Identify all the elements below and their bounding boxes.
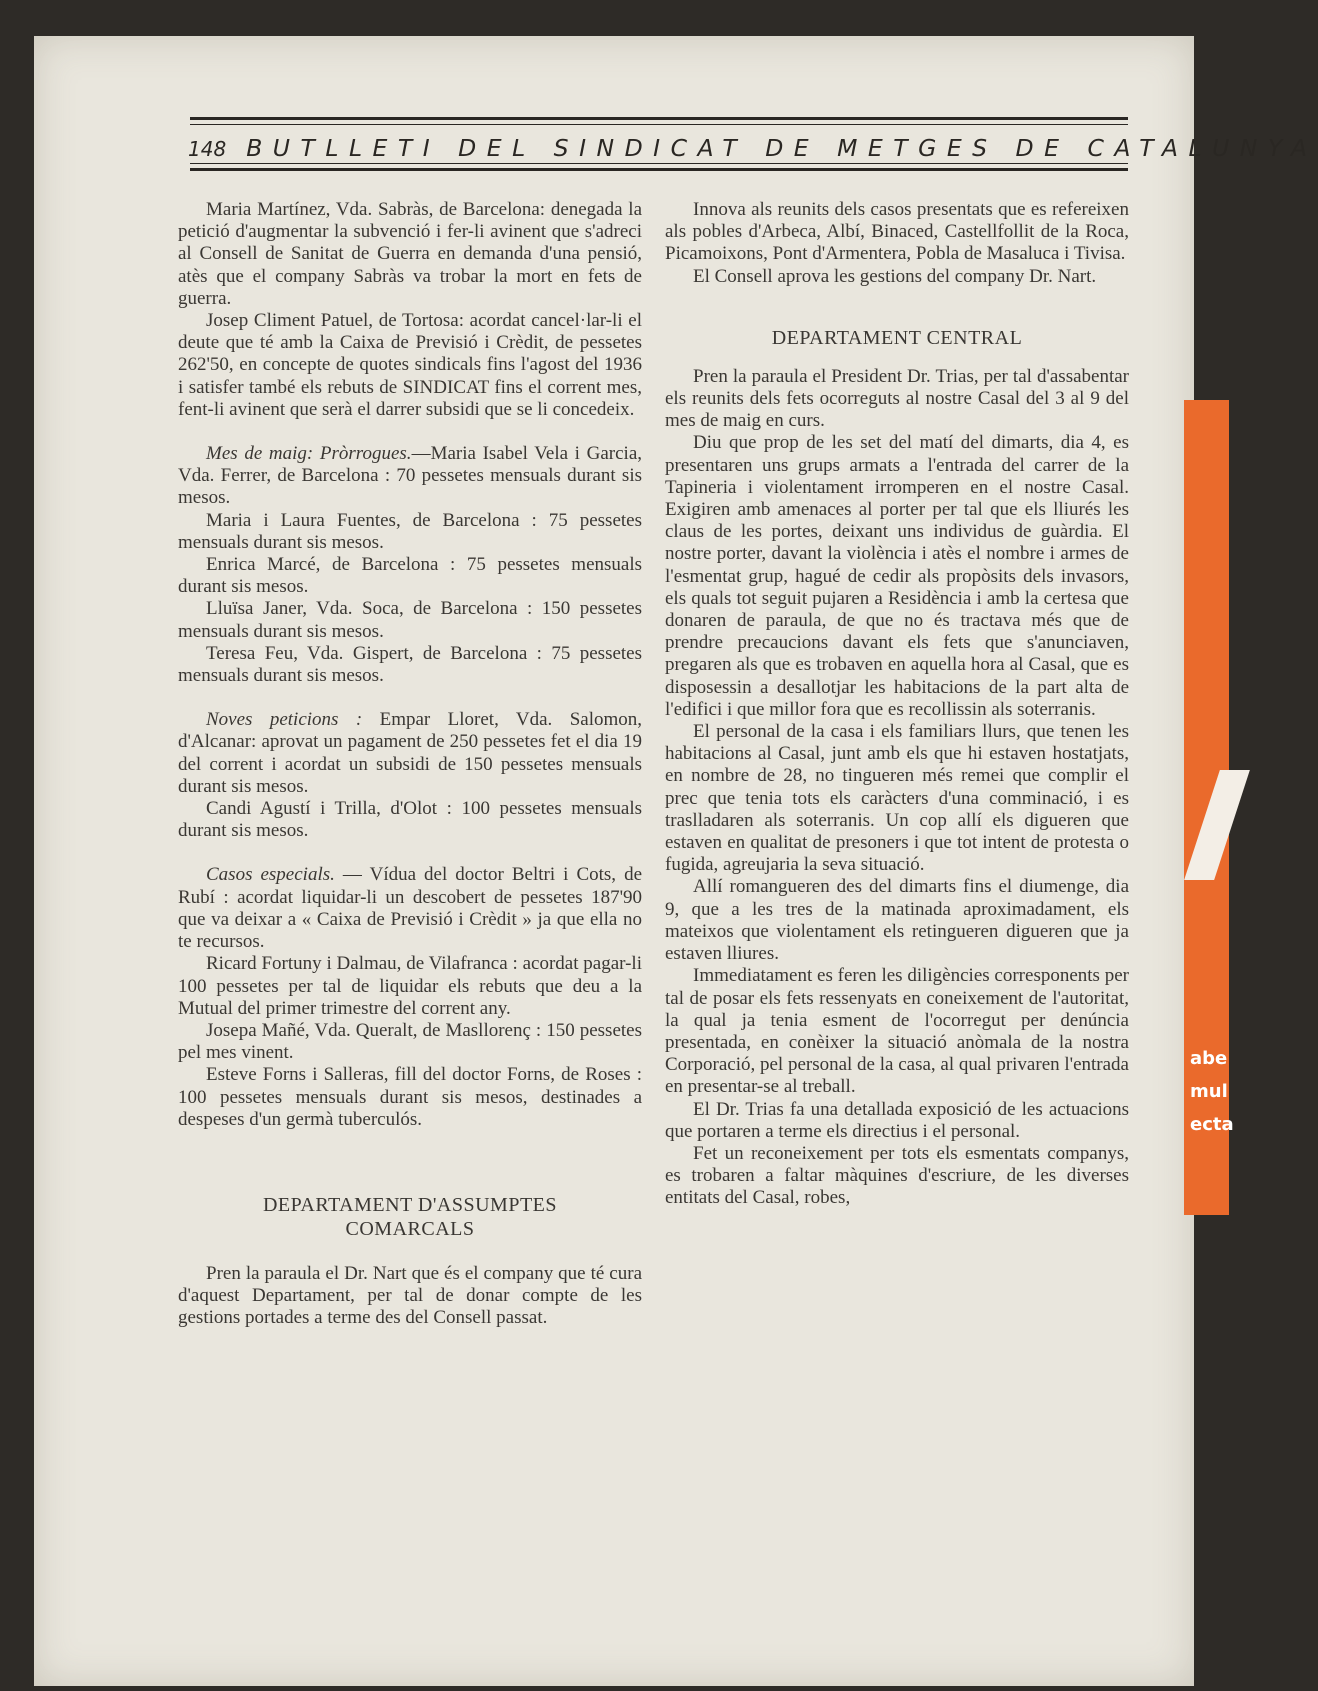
header-rule-bottom-thin — [190, 163, 1128, 164]
paragraph: Immediatament es feren les diligències corresponents per tal de posar els fets ressenyats en coneixement de l'autoritat, la qual ja tenia esment de l'ocorregut per denúncia presentada, en conèixer la situació anòmala de la nostra Corporació, pel personal de la casa, al qual privaren l'entrada en presentar-se al treball. — [665, 965, 1129, 1098]
paragraph: Teresa Feu, Vda. Gispert, de Barcelona : 75 pessetes mensuals durant sis mesos. — [178, 642, 642, 687]
paragraph: Noves peticions : Empar Lloret, Vda. Salomon, d'Alcanar: aprovat un pagament de 250 pessetes fet el dia 19 del corrent i acordat un subsidi de 150 pessetes mensuals durant sis mesos. — [178, 709, 643, 797]
section-heading: DEPARTAMENT CENTRAL — [771, 326, 1023, 349]
paragraph: Josepa Mañé, Vda. Queralt, de Masllorenç : 150 pessetes pel mes vinent. — [178, 1019, 642, 1064]
paragraph: El Dr. Trias fa una detallada exposició de les actuacions que portaren a terme els directius i el personal. — [665, 1098, 1129, 1142]
paragraph: Enrica Marcé, de Barcelona : 75 pessetes mensuals durant sis mesos. — [178, 554, 642, 598]
page-number: 148 — [188, 137, 227, 161]
section-lead: Noves peticions : — [206, 709, 363, 731]
right-column — [665, 199, 1129, 1210]
paragraph: Maria i Laura Fuentes, de Barcelona : 75 pessetes mensuals durant sis mesos. — [178, 509, 642, 553]
paragraph: Allí romangueren des del dimarts fins el diumenge, dia 9, que a les tres de la matinada aproximadament, els mateixos que violentament els retingueren digueren que ja estaven lliures. — [665, 876, 1129, 965]
adjacent-page-graphic — [1184, 770, 1250, 880]
paragraph: El personal de la casa i els familiars llurs, que tenen les habitacions al Casal, junt amb els que hi estaven hostatjats, en nombre de 28, no tingueren més remei que complir el prec que tenia tots els caràcters d'una comminació, i es traslladaren als soterranis. Un cop allí els digueren que estaven en qualitat de presoners i que tot intent de protesta o fugida, agreujaria la seva situació. — [665, 721, 1129, 876]
margin-fragment: ecta — [1190, 1114, 1234, 1135]
paragraph: Casos especials. — Vídua del doctor Beltri i Cots, de Rubí : acordat liquidar-li un descobert de pessetes 187'90 que va deixar a « Caixa de Previsió i Crèdit » ja que ella no te recursos. — [178, 864, 643, 953]
paragraph: Lluïsa Janer, Vda. Soca, de Barcelona : 150 pessetes mensuals durant sis mesos. — [178, 598, 642, 642]
section-lead: Mes de maig: Pròrrogues. — [206, 443, 412, 465]
paragraph: Diu que prop de les set del matí del dimarts, dia 4, es presentaren uns grups armats a l'entrada del carrer de la Tapineria i violentament irromperen en el nostre Casal. Exigiren amb amenaces al porter per tal que els lliurés les claus de les portes, deixant uns individus de guàrdia. El nostre porter, davant la violència i atès el nombre i armes de l'esmentat grup, hagué de cedir als propòsits dels invasors, els quals tot seguit pujaren a Residència i amb la certesa que donaren de paraula, de que no és tractava més que de prendre precaucions davant els fets que s'anunciaven, pregaren als que es trobaven en aquella hora al Casal, que es disposessin a desallotjar les habitacions de la part alta de l'edifici i que millor fora que es recollissin als soterranis. — [665, 432, 1129, 720]
margin-fragment: mul — [1190, 1081, 1228, 1102]
margin-fragment: abe — [1190, 1048, 1228, 1069]
running-header — [188, 134, 1318, 162]
paragraph: Mes de maig: Pròrrogues.—Maria Isabel Vela i Garcia, Vda. Ferrer, de Barcelona : 70 pessetes mensuals durant sis mesos. — [178, 443, 643, 509]
paragraph: Candi Agustí i Trilla, d'Olot : 100 pessetes mensuals durant sis mesos. — [178, 798, 642, 842]
header-rule-top-thin — [190, 124, 1128, 125]
paragraph: Pren la paraula el Dr. Nart que és el company que té cura d'aquest Departament, per tal de donar compte de les gestions portades a terme des del Consell passat. — [178, 1262, 642, 1329]
paragraph: Esteve Forns i Salleras, fill del doctor Forns, de Roses : 100 pessetes mensuals durant sis mesos, destinades a despeses d'un germà tuberculós. — [178, 1064, 642, 1130]
left-column — [178, 199, 642, 1330]
paragraph: El Consell aprova les gestions del company Dr. Nart. — [693, 265, 1097, 287]
paragraph: Ricard Fortuny i Dalmau, de Vilafranca : acordat pagar-li 100 pessetes per tal de liquidar els rebuts que deu a la Mutual del primer trimestre del corrent any. — [178, 953, 642, 1019]
header-rule-top — [190, 117, 1128, 120]
paragraph: Josep Climent Patuel, de Tortosa: acordat cancel·lar-li el deute que té amb la Caixa de Previsió i Crèdit, de pessetes 262'50, en concepte de quotes sindicals fins l'agost del 1936 i satisfer també els rebuts de SINDICAT fins el corrent mes, fent-li avinent que serà el darrer subsidi que se li concedeix. — [178, 310, 642, 420]
header-rule-bottom — [190, 168, 1128, 171]
paragraph: Pren la paraula el President Dr. Trias, per tal d'assabentar els reunits dels fets ocorreguts al nostre Casal del 3 al 9 del mes de maig en curs. — [665, 365, 1129, 432]
adjacent-page-orange-strip — [1184, 400, 1234, 1215]
paragraph: Maria Martínez, Vda. Sabràs, de Barcelona: denegada la petició d'augmentar la subvenció i fer-li avinent que s'adreci al Consell de Sanitat de Guerra en demanda d'una pensió, atès que el company Sabràs va trobar la mort en fets de guerra. — [178, 199, 642, 309]
paragraph: Fet un reconeixement per tots els esmentats companys, es trobaren a faltar màquines d'escriure, de les diverses entitats del Casal, robes, — [665, 1142, 1129, 1209]
journal-title: BUTLLETI DEL SINDICAT DE METGES DE CATALUNYA — [246, 134, 1318, 162]
paragraph: Innova als reunits dels casos presentats que es refereixen als pobles d'Arbeca, Albí, Binaced, Castellfollit de la Roca, Picamoixons, Pont d'Armentera, Pobla de Masaluca i Tivisa. — [665, 199, 1129, 265]
section-heading: DEPARTAMENT D'ASSUMPTES COMARCALS — [262, 1193, 558, 1240]
section-lead: Casos especials. — [206, 864, 335, 886]
